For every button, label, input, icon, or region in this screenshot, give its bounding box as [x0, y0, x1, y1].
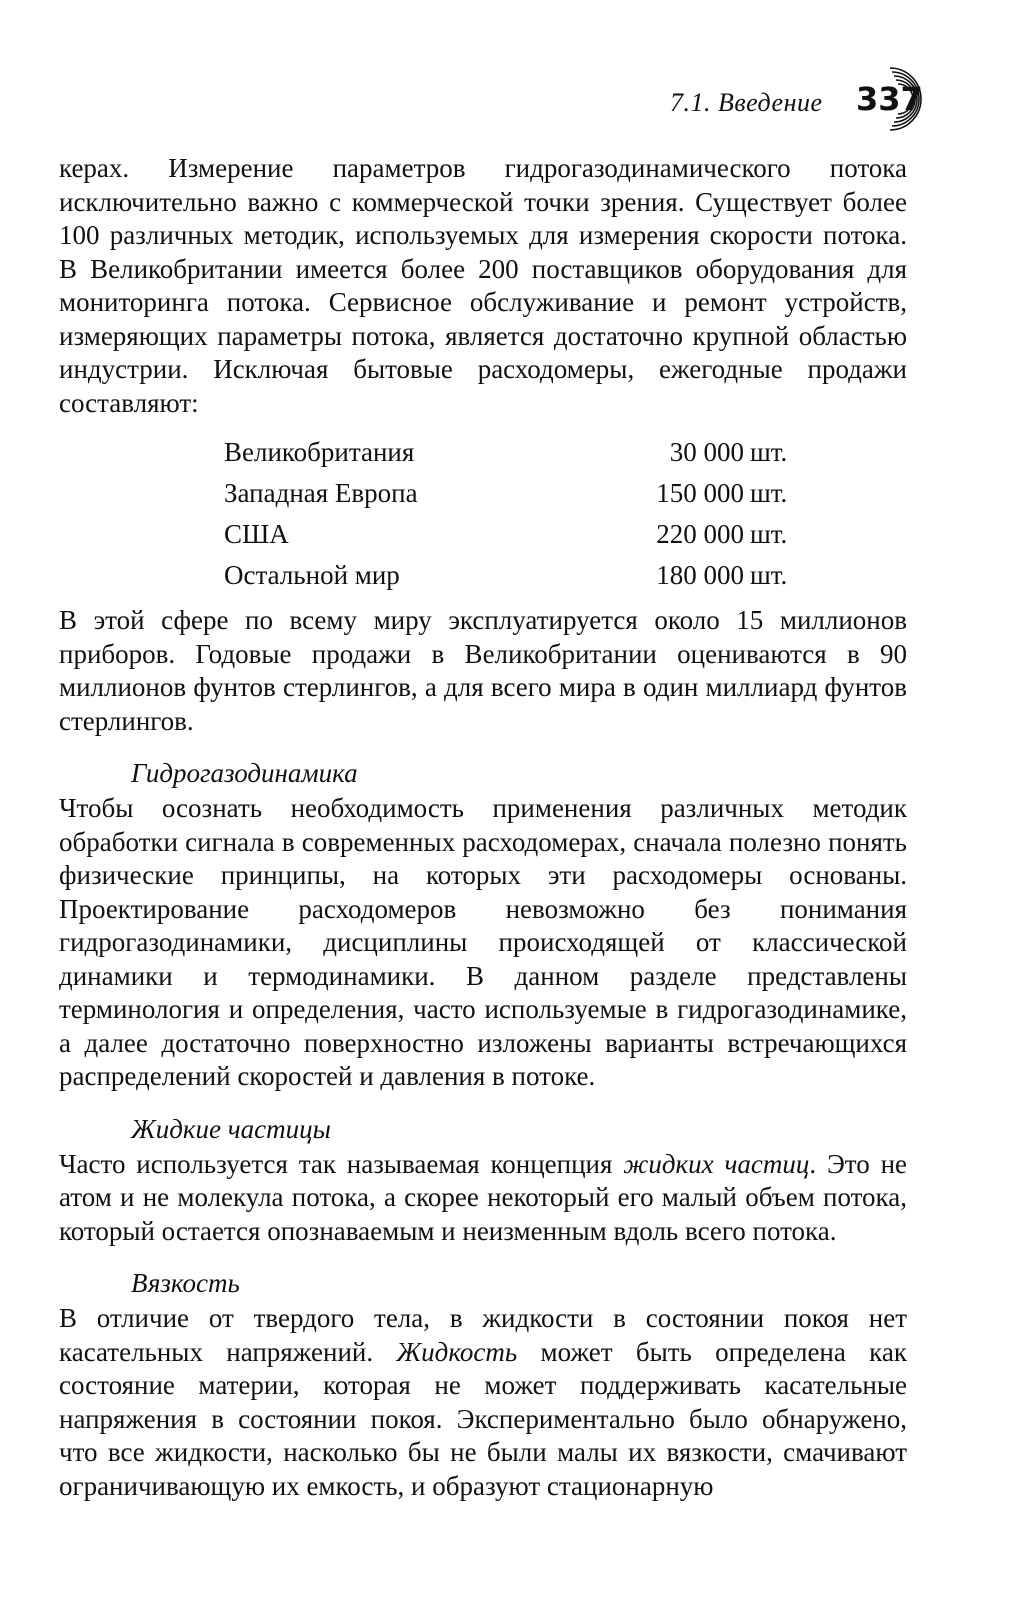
unit-cell: шт. [750, 477, 788, 508]
viscosity-emphasis: Жидкость [396, 1336, 518, 1367]
particles-text-after: . Это не атом и не молекула потока, а скорее некоторый его малый объем потока, который остается опознаваемым и неизменным вдоль всего потока. [59, 1148, 908, 1246]
sales-table [224, 432, 810, 596]
region-cell: Великобритания [224, 436, 415, 467]
section-header: 7.1. Введение [670, 88, 823, 117]
region-cell: Остальной мир [224, 559, 400, 590]
amount-cell: 180 000 [656, 559, 744, 590]
page-number: 337 [856, 80, 923, 118]
amount-cell: 150 000 [656, 477, 744, 508]
particles-paragraph [59, 1148, 907, 1249]
particles-text-before: Часто используется так называемая концепция [59, 1148, 624, 1179]
running-header [640, 70, 940, 140]
unit-cell: шт. [750, 518, 788, 549]
section-title-hydro: Гидрогазодинамика [131, 758, 358, 788]
region-cell: Западная Европа [224, 477, 418, 508]
section-title-particles: Жидкие частицы [131, 1113, 331, 1144]
table-row [224, 473, 810, 514]
unit-cell: шт. [750, 436, 788, 467]
section-title-viscosity: Вязкость [131, 1268, 240, 1298]
amount-cell: 220 000 [656, 518, 744, 549]
viscosity-text-before: В отличие от твердого тела, в жидкости в состоянии покоя нет касательных напряжений. [59, 1303, 907, 1367]
page-body [59, 152, 907, 1503]
viscosity-paragraph [59, 1302, 907, 1503]
intro-paragraph: керах. Измерение параметров гидрогазодинамического потока исключительно важно с коммерческой точки зрения. Существует более 100 различных методик, используемых для измерения скорости потока. В Великобритании имеется более 200 поставщиков оборудования для мониторинга потока. Сервисное обслуживание и ремонт устройств, измеряющих параметры потока, является достаточно крупной областью индустрии. Исключая бытовые расходомеры, ежегодные продажи составляют: [59, 153, 907, 418]
table-row [224, 432, 810, 473]
particles-emphasis: жидких частиц [623, 1148, 810, 1179]
amount-cell: 30 000 [669, 436, 744, 467]
after-table-paragraph: В этой сфере по всему миру эксплуатируется около 15 миллионов приборов. Годовые продажи в Великобритании оцениваются в 90 миллионов фунтов стерлингов, а для всего мира в один миллиард фунтов стерлингов. [59, 605, 907, 736]
hydro-paragraph: Чтобы осознать необходимость применения различных методик обработки сигнала в современных расходомерах, сначала полезно понять физические принципы, на которых эти расходомеры основаны. Проектирование расходомеров невозможно без понимания гидрогазодинамики, дисциплины происходящей от классической динамики и термодинамики. В данном разделе представлены терминология и определения, часто используемые в гидрогазодинамике, а далее достаточно поверхностно изложены варианты встречающихся распределений скоростей и давления в потоке. [59, 793, 907, 1091]
table-row [224, 555, 810, 596]
region-cell: США [224, 518, 289, 549]
viscosity-text-after: может быть определена как состояние материи, которая не может поддерживать касательные напряжения в состоянии покоя. Экспериментально было обнаружено, что все жидкости, насколько бы не были малы их вязкости, смачивают ограничивающую их емкость, и образуют стационарную [59, 1336, 907, 1501]
page-number-arc-icon [888, 62, 928, 136]
table-row [224, 514, 810, 555]
unit-cell: шт. [750, 559, 788, 590]
